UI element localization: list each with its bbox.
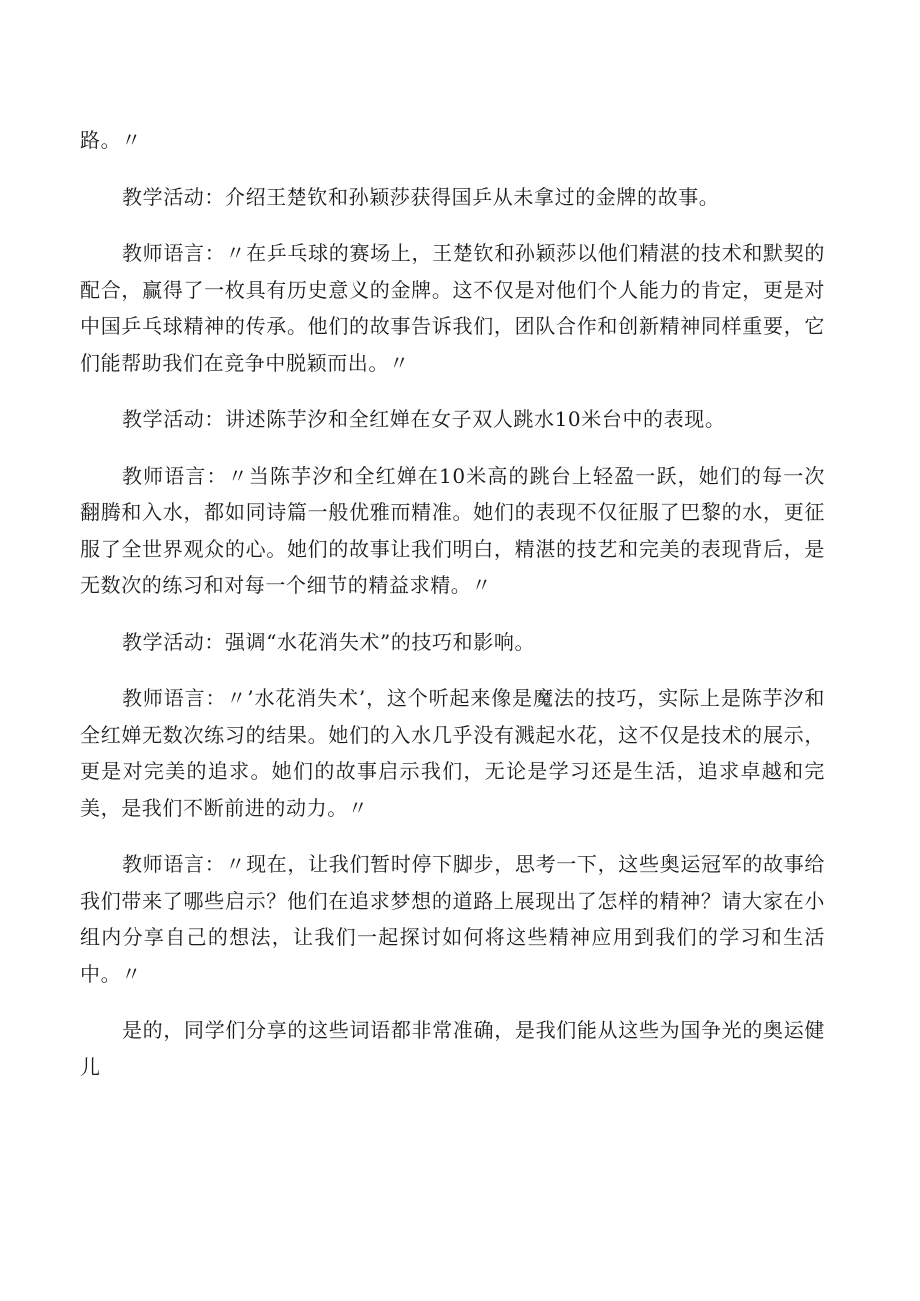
paragraph-teacher-diving: 教师语言：〃当陈芋汐和全红婵在10米高的跳台上轻盈一跃，她们的每一次翻腾和入水，都如同诗篇一般优雅而精准。她们的表现不仅征服了巴黎的水，更征服了全世界观众的心。她们的故事让我们明白，精湛的技艺和完美的表现背后，是无数次的练习和对每一个细节的精益求精。〃 bbox=[80, 463, 825, 597]
paragraph-teacher-splash: 教师语言：〃’水花消失术’，这个听起来像是魔法的技巧，实际上是陈芋汐和全红婵无数次练习的结果。她们的入水几乎没有溅起水花，这不仅是技术的展示，更是对完美的追求。她们的故事启示我们，无论是学习还是生活，追求卓越和完美，是我们不断前进的动力。〃 bbox=[80, 686, 825, 820]
document-body bbox=[80, 122, 825, 1105]
paragraph-activity-splash: 教学活动：强调“水花消失术”的技巧和影响。 bbox=[122, 629, 536, 654]
paragraph-teacher-pingpong: 教师语言：〃在乒乓球的赛场上，王楚钦和孙颖莎以他们精湛的技术和默契的配合，赢得了一枚具有历史意义的金牌。这不仅是对他们个人能力的肯定，更是对中国乒乓球精神的传承。他们的故事告诉我们，团队合作和创新精神同样重要，它们能帮助我们在竞争中脱颖而出。〃 bbox=[80, 241, 825, 375]
paragraph-closing: 是的，同学们分享的这些词语都非常准确，是我们能从这些为国争光的奥运健儿 bbox=[80, 1018, 825, 1079]
paragraph-continuation: 路。〃 bbox=[80, 128, 142, 152]
paragraph-activity-diving: 教学活动：讲述陈芋汐和全红婵在女子双人跳水10米台中的表现。 bbox=[122, 407, 726, 431]
paragraph-activity-pingpong: 教学活动：介绍王楚钦和孙颖莎获得国乒从未拿过的金牌的故事。 bbox=[122, 184, 720, 209]
paragraph-teacher-reflection: 教师语言：〃现在，让我们暂时停下脚步，思考一下，这些奥运冠军的故事给我们带来了哪些启示？他们在追求梦想的道路上展现出了怎样的精神？请大家在小组内分享自己的想法，让我们一起探讨如何将这些精神应用到我们的学习和生活中。〃 bbox=[80, 852, 825, 986]
